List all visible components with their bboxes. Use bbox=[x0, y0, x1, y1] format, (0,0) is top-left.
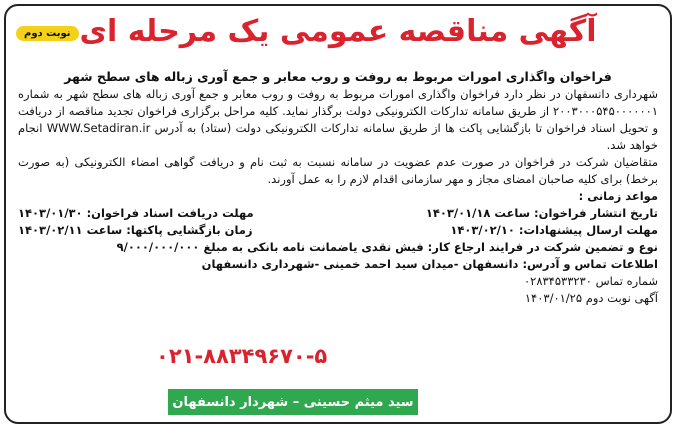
footer-signature: سید میثم حسینی – شهردار دانسفهان bbox=[168, 389, 418, 415]
round-badge: نوبت دوم bbox=[16, 26, 79, 41]
schedule-row-2 bbox=[18, 222, 658, 239]
ad-frame bbox=[4, 4, 672, 424]
ad-body bbox=[18, 68, 658, 307]
paragraph-requirements: متقاضیان شرکت در فراخوان در صورت عدم عضویت در سامانه نسبت به ثبت نام و دریافت گواهی امضاء الکترونیکی (به صورت برخط) برای کلیه صاحبان امضای مجاز و مهر سازمانی اقدام لازم را به عمل آورند. bbox=[18, 155, 658, 186]
paragraph-description: شهرداری دانسفهان در نظر دارد فراخوان واگذاری امورات مربوط به روفت و روب معابر و جمع آوری زباله های سطح شهر به شماره ۲۰۰۳۰۰۰۵۴۵۰۰۰۰۰۰۱ از طریق سامانه تدارکات الکترونیکی دولت برگذار نماید. کلیه مراحل برگزاری فراخوان تجدید مناقصه از دریافت و تحویل اسناد فراخوان تا بازگشایی پاکت ها از طریق سامانه تدارکات الکترونیکی دولت (ستاد) به آدرس WWW.Setadiran.ir انجام خواهد شد. bbox=[18, 87, 659, 152]
docs-deadline: مهلت دریافت اسناد فراخوان: ۱۴۰۳/۰۱/۳۰ bbox=[18, 206, 254, 220]
schedule-row-1 bbox=[18, 205, 658, 222]
submission-deadline: مهلت ارسال پیشنهادات: ۱۴۰۳/۰۲/۱۰ bbox=[450, 223, 658, 237]
contact-info: اطلاعات تماس و آدرس: دانسفهان -میدان سید احمد خمینی -شهرداری دانسفهان bbox=[201, 257, 658, 271]
schedule-heading: مواعد زمانی : bbox=[578, 189, 658, 203]
ad-title: آگهی مناقصه عمومی یک مرحله ای bbox=[79, 14, 597, 49]
phone-line: شماره تماس ۰۲۸۳۴۵۳۳۲۳۰ bbox=[523, 274, 658, 288]
publish-date: تاریخ انتشار فراخوان: ساعت ۱۴۰۳/۰۱/۱۸ bbox=[425, 206, 658, 220]
big-phone-number: ۰۲۱-۸۸۳۴۹۶۷۰-۵ bbox=[156, 344, 328, 368]
guarantee-info: نوع و تضمین شرکت در فرایند ارجاع کار: فیش نقدی یاضمانت نامه بانکی به مبلغ ۹/۰۰۰/۰۰۰/۰۰۰ bbox=[116, 240, 658, 254]
opening-date: زمان بازگشایی پاکتها: ساعت ۱۴۰۳/۰۲/۱۱ bbox=[18, 223, 253, 237]
ad-subtitle: فراخوان واگذاری امورات مربوط به روفت و روب معابر و جمع آوری زباله های سطح شهر bbox=[64, 69, 612, 84]
ad-date: آگهی نوبت دوم ۱۴۰۳/۰۱/۲۵ bbox=[524, 291, 658, 305]
